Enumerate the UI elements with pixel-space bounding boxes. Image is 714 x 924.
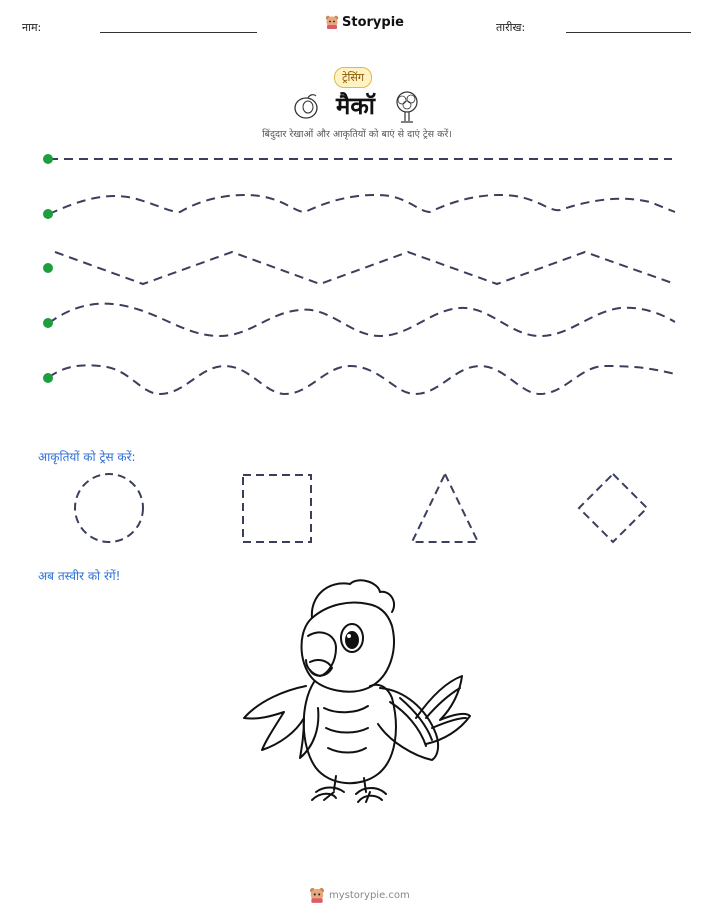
trace-diamond	[579, 474, 647, 542]
tracing-line-wave-1	[49, 195, 675, 214]
footer	[309, 886, 410, 904]
start-dot	[43, 318, 53, 328]
brand-logo	[325, 14, 404, 30]
shapes-heading: आकृतियों को ट्रेस करें:	[38, 450, 136, 464]
name-line[interactable]	[100, 32, 257, 33]
trace-triangle	[412, 474, 478, 542]
tracing-shapes	[0, 470, 714, 550]
tracing-line-wave-3	[49, 365, 675, 394]
footer-url[interactable]: mystorypie.com	[329, 889, 410, 901]
brand-name: Storypie	[342, 14, 404, 30]
storypie-bear-icon	[325, 14, 339, 30]
start-dot	[43, 154, 53, 164]
start-dot	[43, 263, 53, 273]
date-label: तारीख:	[496, 21, 526, 34]
fruit-icon	[292, 93, 322, 121]
trace-circle	[75, 474, 143, 542]
macaw-parrot-icon	[240, 578, 472, 810]
page-title: मैकॉ	[336, 92, 375, 120]
storypie-bear-icon	[309, 886, 325, 904]
date-line[interactable]	[566, 32, 691, 33]
tracing-line-wave-2	[49, 304, 675, 336]
tracing-badge: ट्रेसिंग	[334, 67, 372, 88]
tracing-lines	[0, 140, 714, 400]
start-dot	[43, 373, 53, 383]
coloring-heading: अब तस्वीर को रंगें!	[38, 569, 121, 583]
start-dot	[43, 209, 53, 219]
tree-icon	[392, 90, 422, 124]
trace-square	[243, 475, 311, 542]
name-label: नाम:	[22, 21, 42, 34]
instruction-text: बिंदुदार रेखाओं और आकृतियों को बाएं से दाएं ट्रेस करें।	[262, 129, 452, 140]
tracing-line-zigzag	[55, 252, 675, 284]
